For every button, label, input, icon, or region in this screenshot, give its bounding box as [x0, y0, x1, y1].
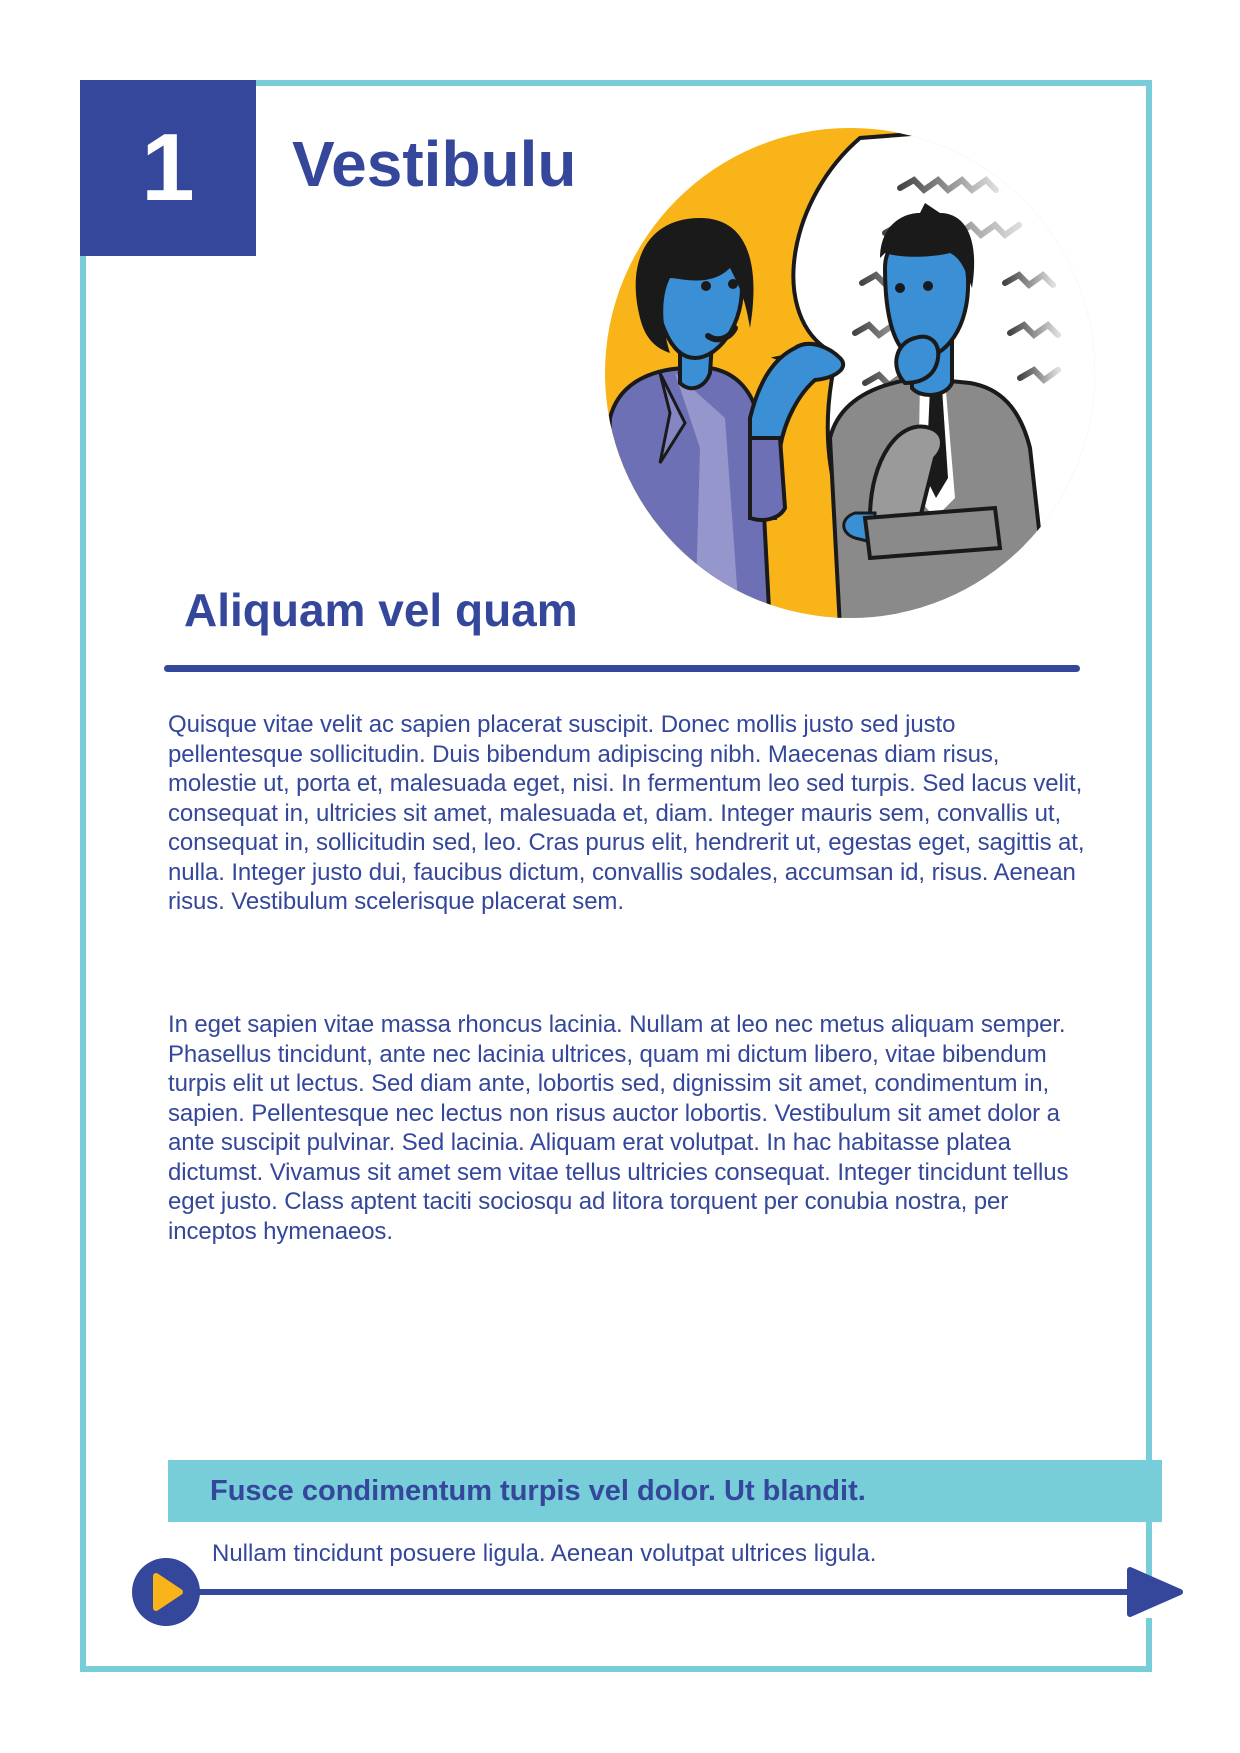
heading-divider: [164, 665, 1080, 672]
section-number-badge: [80, 80, 256, 256]
play-icon[interactable]: [132, 1558, 200, 1626]
callout-banner: [168, 1460, 1162, 1522]
arrow-right-icon: [1130, 1570, 1180, 1614]
section-number: 1: [141, 114, 195, 221]
callout-banner-text: Fusce condimentum turpis vel dolor. Ut blandit.: [210, 1474, 866, 1507]
subsection-heading: Aliquam vel quam: [184, 584, 578, 636]
body-paragraph-1: Quisque vitae velit ac sapien placerat suscipit. Donec mollis justo sed justo pellentesque sollicitudin. Duis bibendum adipiscing nibh. Maecenas diam risus, molestie ut, porta et, malesuada eget, nisi. In fermentum leo sed turpis. Sed lacus velit, consequat in, ultricies sit amet, malesuada et, diam. Integer mauris sem, convallis ut, consequat in, sollicitudin sed, leo. Cras purus elit, hendrerit ut, egestas eget, sagittis at, nulla. Integer justo dui, faucibus dictum, convallis sodales, accumsan id, risus. Aenean risus. Vestibulum scelerisque placerat sem.: [168, 711, 1085, 915]
section-title: Vestibulu: [292, 128, 577, 200]
body-paragraph-2: In eget sapien vitae massa rhoncus lacinia. Nullam at leo nec metus aliquam semper. Phasellus tincidunt, ante nec lacinia ultrices, quam mi dictum libero, vitae bibendum turpis elit ut lectus. Sed diam ante, lobortis sed, dignissim sit amet, condimentum in, sapien. Pellentesque nec lectus non risus auctor lobortis. Vestibulum sit amet dolor a ante suscipit pulvinar. Sed lacinia. Aliquam erat volutpat. In hac habitasse platea dictumst. Vivamus sit amet sem vitae tellus ultricies consequat. Integer tincidunt tellus eget justo. Class aptent taciti sociosqu ad litora torquent per conubia nostra, per inceptos hymenaeos.: [168, 1011, 1069, 1245]
two-people-conversation-illustration: [600, 118, 1100, 628]
callout-note: Nullam tincidunt posuere ligula. Aenean volutpat ultrices ligula.: [212, 1540, 877, 1567]
